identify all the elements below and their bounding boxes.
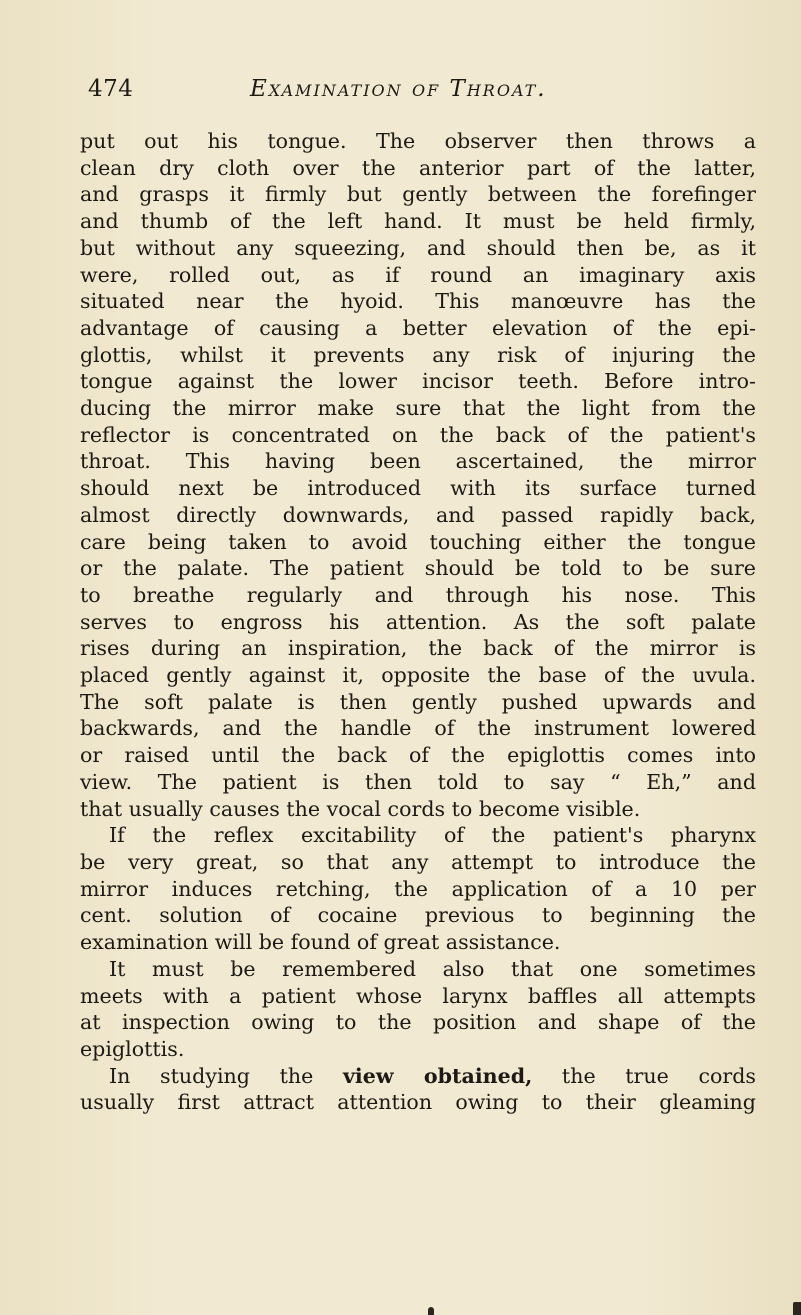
paragraph-4	[80, 1063, 756, 1116]
text-line: view. The patient is then told to say “ Eh,” and	[80, 769, 756, 794]
text-line: care being taken to avoid touching either the tongue	[80, 529, 756, 554]
text-line: usually first attract attention owing to their gleaming	[80, 1090, 756, 1115]
text-line: placed gently against it, opposite the base of the uvula.	[80, 663, 756, 688]
text-line: advantage of causing a better elevation of the epi-	[80, 315, 756, 340]
text-line: or raised until the back of the epiglottis comes into	[80, 743, 756, 768]
running-head: Examination of Throat.	[250, 76, 547, 102]
page-edge-mark	[793, 1302, 801, 1315]
paragraph-2	[80, 822, 756, 956]
text-line-with-bold	[80, 1063, 756, 1090]
bold-phrase: view obtained,	[342, 1063, 533, 1088]
page-number: 474	[88, 76, 134, 102]
text-line: that usually causes the vocal cords to become visible.	[80, 796, 641, 821]
text-line: glottis, whilst it prevents any risk of injuring the	[80, 342, 756, 367]
text-line: and thumb of the left hand. It must be held firmly,	[80, 209, 756, 234]
text-line: at inspection owing to the position and shape of the	[80, 1010, 756, 1035]
text-line: It must be remembered also that one sometimes	[109, 956, 756, 981]
text-line: cent. solution of cocaine previous to beginning the	[80, 903, 756, 928]
paragraph-3	[80, 956, 756, 1063]
text-line: serves to engross his attention. As the soft palate	[80, 609, 756, 634]
text-line: meets with a patient whose larynx baffles all attempts	[80, 983, 756, 1008]
text-line: tongue against the lower incisor teeth. Before intro-	[80, 369, 756, 394]
text-line: epiglottis.	[80, 1036, 185, 1061]
text-line: The soft palate is then gently pushed upwards and	[80, 689, 756, 714]
text-line: be very great, so that any attempt to introduce the	[80, 849, 756, 874]
paragraph-1	[80, 128, 756, 822]
text-line: or the palate. The patient should be told to be sure	[80, 556, 756, 581]
page-bottom-mark	[428, 1307, 434, 1315]
text-line: put out his tongue. The observer then throws a	[80, 129, 756, 153]
text-line: ducing the mirror make sure that the light from the	[80, 396, 756, 421]
text-line: examination will be found of great assistance.	[80, 930, 561, 955]
text-fragment: In studying the	[109, 1063, 314, 1088]
text-line: situated near the hyoid. This manœuvre has the	[80, 289, 756, 314]
body-text	[80, 128, 756, 1116]
text-line: to breathe regularly and through his nose. This	[80, 582, 756, 607]
text-line: clean dry cloth over the anterior part of the latter,	[80, 155, 756, 180]
text-line: throat. This having been ascertained, the mirror	[80, 449, 756, 474]
text-fragment: the true cords	[561, 1063, 756, 1088]
text-line: backwards, and the handle of the instrument lowered	[80, 716, 756, 741]
text-line: almost directly downwards, and passed rapidly back,	[80, 502, 756, 527]
text-line: and grasps it firmly but gently between the forefinger	[80, 182, 756, 207]
text-line: If the reflex excitability of the patient's pharynx	[109, 823, 756, 848]
text-line: rises during an inspiration, the back of the mirror is	[80, 636, 756, 661]
text-line: were, rolled out, as if round an imaginary axis	[80, 262, 756, 287]
text-line: should next be introduced with its surface turned	[80, 476, 756, 501]
text-line: reflector is concentrated on the back of the patient's	[80, 422, 756, 447]
text-line: but without any squeezing, and should then be, as it	[80, 235, 756, 260]
text-line: mirror induces retching, the application of a 10 per	[80, 876, 756, 901]
page-header	[0, 76, 801, 110]
